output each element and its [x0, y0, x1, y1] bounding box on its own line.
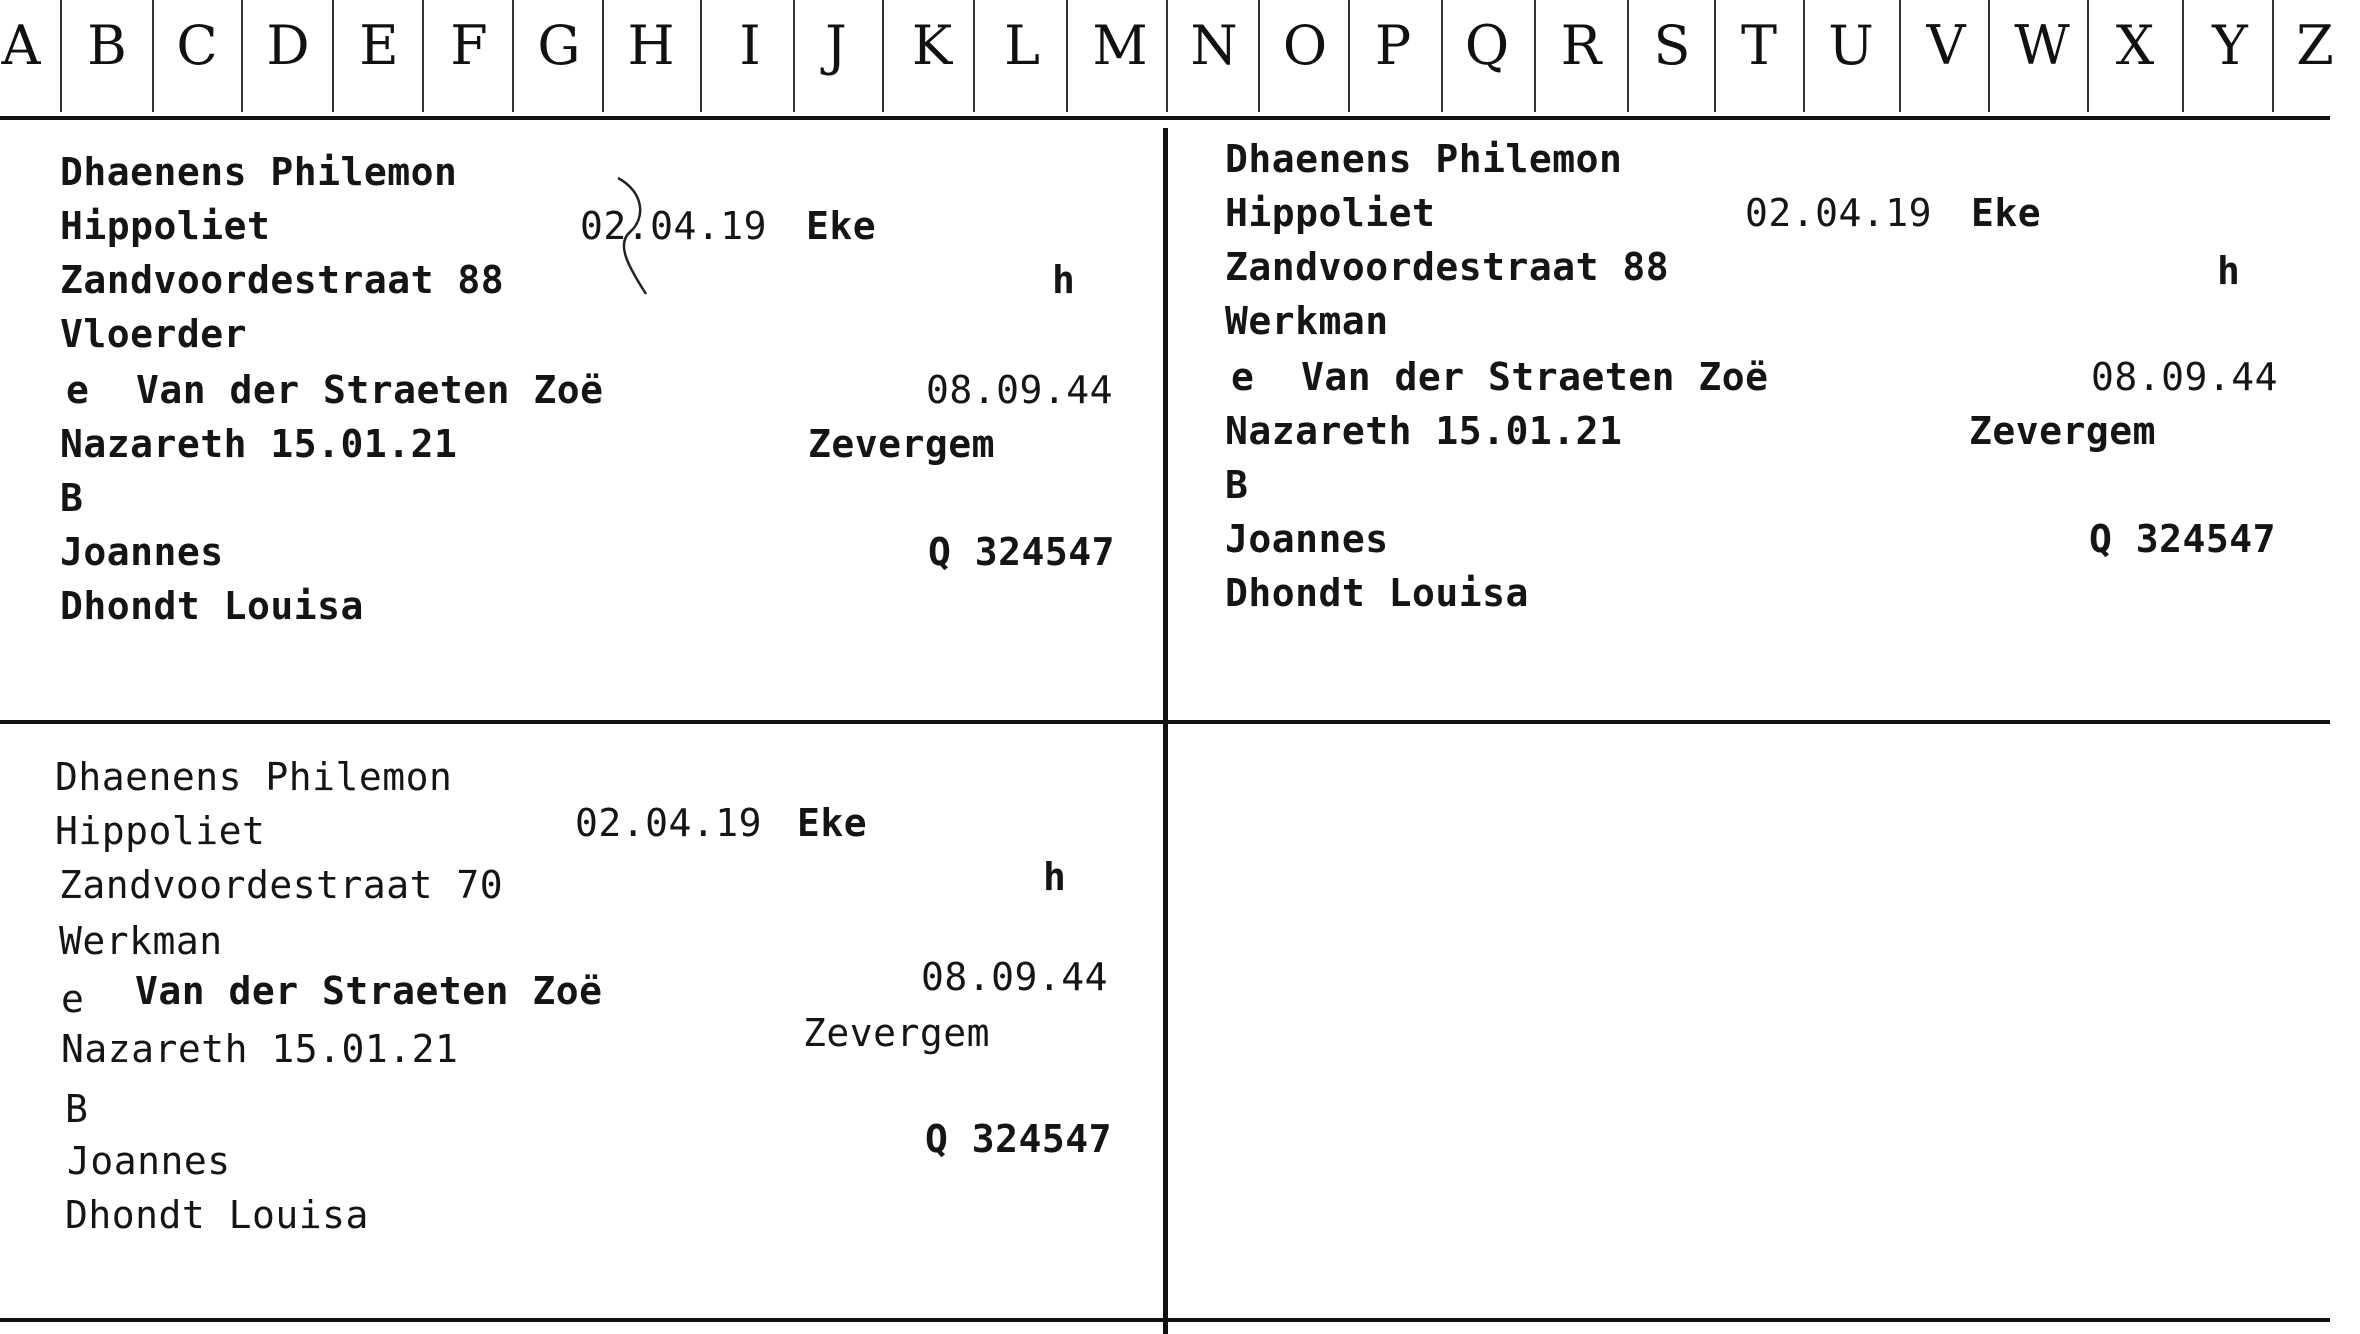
card-mother: Dhondt Louisa — [65, 1193, 369, 1237]
index-letter-n: N — [1190, 14, 1238, 77]
card-code: B — [1225, 463, 1249, 507]
card-address: Zandvoordestraat 88 — [1225, 245, 1670, 289]
card-marker: h — [2217, 249, 2241, 293]
index-letter-y: Y — [2212, 14, 2248, 77]
index-divider — [700, 0, 702, 112]
card-spouse: Van der Straeten Zoë — [135, 969, 603, 1013]
index-letter-o: O — [1282, 14, 1328, 77]
index-letter-p: P — [1374, 14, 1412, 77]
index-divider — [2087, 0, 2089, 112]
card-given-name: Hippoliet — [55, 809, 266, 853]
card-father: Joannes — [67, 1139, 231, 1183]
index-letter-t: T — [1740, 14, 1778, 77]
card-spouse: Van der Straeten Zoë — [1301, 355, 1769, 399]
index-letter-k: K — [911, 14, 953, 77]
header-rule — [0, 116, 2330, 120]
index-letter-x: X — [2115, 14, 2155, 77]
index-letter-g: G — [537, 14, 581, 77]
index-divider — [1066, 0, 1068, 112]
index-letter-i: I — [739, 14, 761, 77]
card-father: Joannes — [1225, 517, 1389, 561]
index-letter-s: S — [1653, 14, 1691, 77]
card-address: Zandvoordestraat 88 — [60, 258, 505, 302]
index-letter-w: W — [2014, 14, 2070, 77]
index-letter-c: C — [176, 14, 218, 77]
card-spouse-prefix: e — [61, 977, 85, 1021]
card-name-line: Dhaenens Philemon — [60, 150, 458, 194]
index-divider — [1166, 0, 1168, 112]
index-letter-d: D — [266, 14, 310, 77]
card-marker: h — [1052, 258, 1076, 302]
index-divider — [882, 0, 884, 112]
card-municipality: Zevergem — [1969, 409, 2157, 453]
index-letter-v: V — [1926, 14, 1966, 77]
index-letter-j: J — [825, 14, 847, 77]
card-birth-place: Eke — [806, 204, 877, 248]
card-occupation: Werkman — [59, 919, 223, 963]
empty-card-slot — [1170, 724, 2330, 1316]
index-divider — [602, 0, 604, 112]
card-marker: h — [1043, 855, 1067, 899]
card-spouse-origin: Nazareth 15.01.21 — [61, 1027, 459, 1071]
index-divider — [1988, 0, 1990, 112]
index-letter-f: F — [450, 14, 488, 77]
card-birth-place: Eke — [797, 801, 868, 845]
card-event-date: 08.09.44 — [926, 368, 1114, 412]
card-address: Zandvoordestraat 70 — [59, 863, 504, 907]
index-letter-h: H — [627, 14, 675, 77]
card-mother: Dhondt Louisa — [60, 584, 364, 628]
index-letter-z: Z — [2296, 14, 2334, 77]
card-given-name: Hippoliet — [1225, 191, 1436, 235]
card-birth-place: Eke — [1971, 191, 2042, 235]
pen-scribble — [612, 170, 662, 310]
index-letter-m: M — [1092, 14, 1148, 77]
index-letter-u: U — [1828, 14, 1874, 77]
card-birth-date: 02.04.19 — [580, 204, 768, 248]
index-letter-l: L — [1004, 14, 1040, 77]
card-spouse-origin: Nazareth 15.01.21 — [1225, 409, 1623, 453]
card-reference: Q 324547 — [2089, 517, 2277, 561]
index-letter-e: E — [359, 14, 399, 77]
card-father: Joannes — [60, 530, 224, 574]
card-name-line: Dhaenens Philemon — [55, 755, 453, 799]
index-letter-r: R — [1560, 14, 1602, 77]
index-letter-a: A — [1, 14, 41, 77]
card-municipality: Zevergem — [803, 1011, 991, 1055]
index-divider — [973, 0, 975, 112]
bottom-rule — [0, 1318, 2330, 1322]
card-birth-date: 02.04.19 — [575, 801, 763, 845]
card-municipality: Zevergem — [808, 422, 996, 466]
card-spouse-prefix: e — [1231, 355, 1255, 399]
card-occupation: Vloerder — [60, 312, 248, 356]
card-birth-date: 02.04.19 — [1745, 191, 1933, 235]
index-divider — [1803, 0, 1805, 112]
card-code: B — [60, 476, 84, 520]
index-letter-q: Q — [1464, 14, 1510, 77]
card-name-line: Dhaenens Philemon — [1225, 137, 1623, 181]
card-event-date: 08.09.44 — [921, 955, 1109, 999]
card-reference: Q 324547 — [925, 1117, 1113, 1161]
card-spouse-prefix: e — [66, 368, 90, 412]
card-event-date: 08.09.44 — [2091, 355, 2279, 399]
center-divider — [1163, 128, 1168, 1334]
card-spouse: Van der Straeten Zoë — [136, 368, 604, 412]
index-letter-b: B — [87, 14, 127, 77]
card-given-name: Hippoliet — [60, 204, 271, 248]
index-divider — [2182, 0, 2184, 112]
card-reference: Q 324547 — [928, 530, 1116, 574]
card-spouse-origin: Nazareth 15.01.21 — [60, 422, 458, 466]
card-occupation: Werkman — [1225, 299, 1389, 343]
alphabet-index-row — [0, 0, 2334, 118]
card-mother: Dhondt Louisa — [1225, 571, 1529, 615]
card-code: B — [65, 1087, 89, 1131]
